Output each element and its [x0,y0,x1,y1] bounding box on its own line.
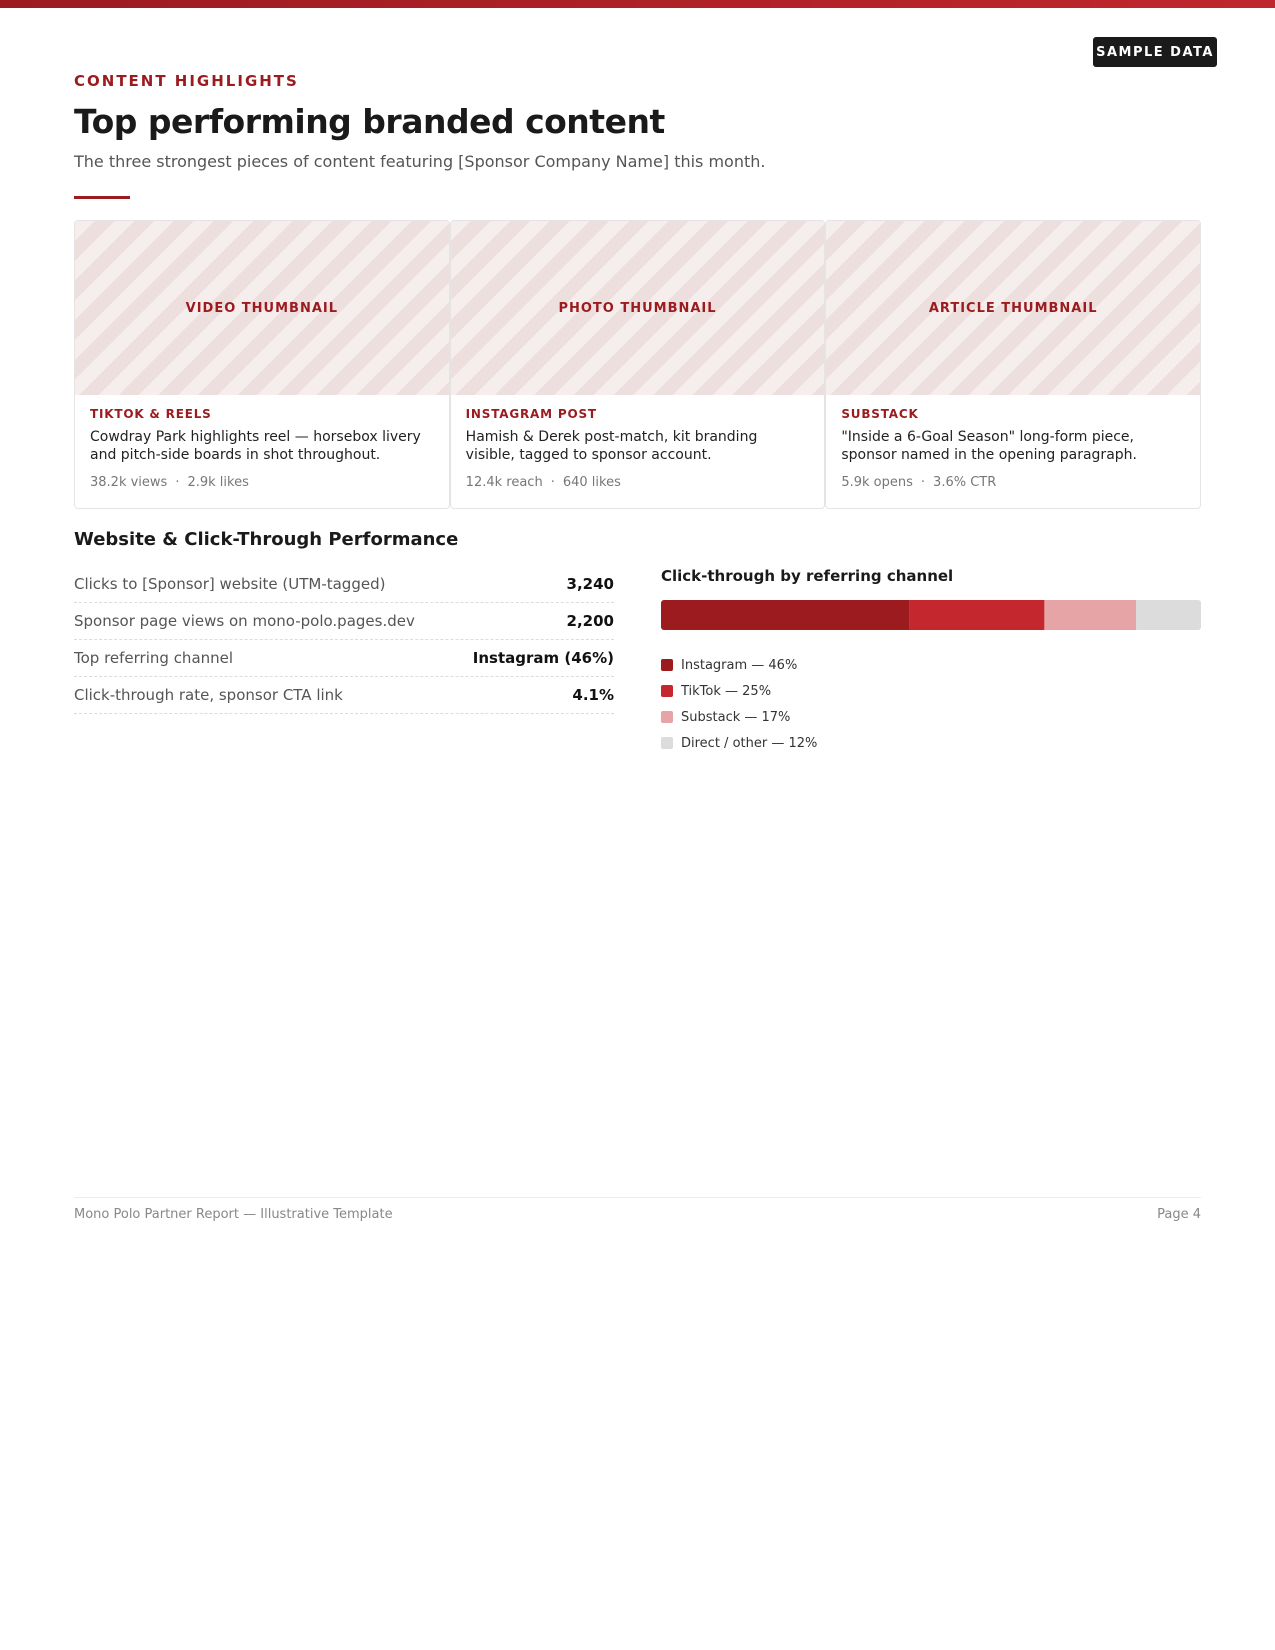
metric-value: 3,240 [566,575,614,593]
metric-label: Clicks to [Sponsor] website (UTM-tagged) [74,575,386,593]
legend-label: TikTok — 25% [681,683,772,699]
content-cards [74,220,1201,509]
metrics-table [74,566,614,714]
footer-page-number: Page 4 [1157,1207,1201,1222]
legend-label: Direct / other — 12% [681,735,818,751]
chart-title: Click-through by referring channel [661,567,954,585]
legend-swatch [661,685,673,697]
card-stats [90,475,434,490]
legend-item [661,704,1201,730]
chart-legend [661,652,1201,756]
page-subtitle: The three strongest pieces of content featuring [Sponsor Company Name] this month. [74,152,766,171]
section-eyebrow: CONTENT HIGHLIGHTS [74,72,299,90]
metric-row [74,603,614,640]
content-card-photo [450,220,826,509]
performance-section-title: Website & Click-Through Performance [74,529,459,550]
metric-row [74,640,614,677]
stacked-bar [661,600,1201,630]
metric-value: 2,200 [566,612,614,630]
legend-label: Substack — 17% [681,709,791,725]
legend-swatch [661,711,673,723]
card-description: "Inside a 6-Goal Season" long-form piece, sponsor named in the opening paragraph. [841,429,1137,463]
bar-segment-instagram [661,600,909,630]
content-card-article [825,220,1201,509]
card-stat-secondary: 3.6% CTR [933,475,997,490]
sample-data-badge: SAMPLE DATA [1093,37,1217,67]
content-card-video [74,220,450,509]
card-category: TIKTOK & REELS [90,407,212,421]
card-stats [841,475,1185,490]
footer-report-name: Mono Polo Partner Report — Illustrative Template [74,1207,393,1222]
article-thumbnail: ARTICLE THUMBNAIL [826,221,1200,395]
legend-swatch [661,737,673,749]
legend-item [661,730,1201,756]
metric-row [74,566,614,603]
page-title: Top performing branded content [74,102,665,141]
stat-separator: · [920,475,926,490]
video-thumbnail: VIDEO THUMBNAIL [75,221,449,395]
stat-separator: · [550,475,555,490]
card-category: INSTAGRAM POST [465,407,597,421]
card-stat-secondary: 2.9k likes [187,475,249,490]
legend-item [661,678,1201,704]
card-stats [466,475,810,490]
legend-item [661,652,1201,678]
photo-thumbnail: PHOTO THUMBNAIL [451,221,825,395]
card-stat-primary: 38.2k views [90,475,168,490]
channel-chart [661,566,1201,756]
metric-label: Click-through rate, sponsor CTA link [74,686,343,704]
legend-label: Instagram — 46% [681,657,798,673]
card-stat-primary: 5.9k opens [841,475,913,490]
accent-rule [74,196,130,199]
metric-value: Instagram (46%) [472,649,614,667]
metric-row [74,677,614,714]
card-stat-primary: 12.4k reach [465,475,543,490]
card-description: Hamish & Derek post-match, kit branding visible, tagged to sponsor account. [465,429,758,463]
stat-separator: · [175,475,180,490]
bar-segment-tiktok [909,600,1044,630]
bar-segment-substack [1044,600,1136,630]
card-stat-secondary: 640 likes [562,475,621,490]
metric-value: 4.1% [572,686,614,704]
card-description: Cowdray Park highlights reel — horsebox livery and pitch-side boards in shot throughout. [90,429,421,463]
bar-segment-direct-other [1136,600,1201,630]
top-accent-bar [0,0,1275,8]
legend-swatch [661,659,673,671]
card-category: SUBSTACK [841,407,919,421]
footer-rule [74,1197,1201,1198]
metric-label: Sponsor page views on mono-polo.pages.dev [74,612,415,630]
metric-label: Top referring channel [74,649,234,667]
